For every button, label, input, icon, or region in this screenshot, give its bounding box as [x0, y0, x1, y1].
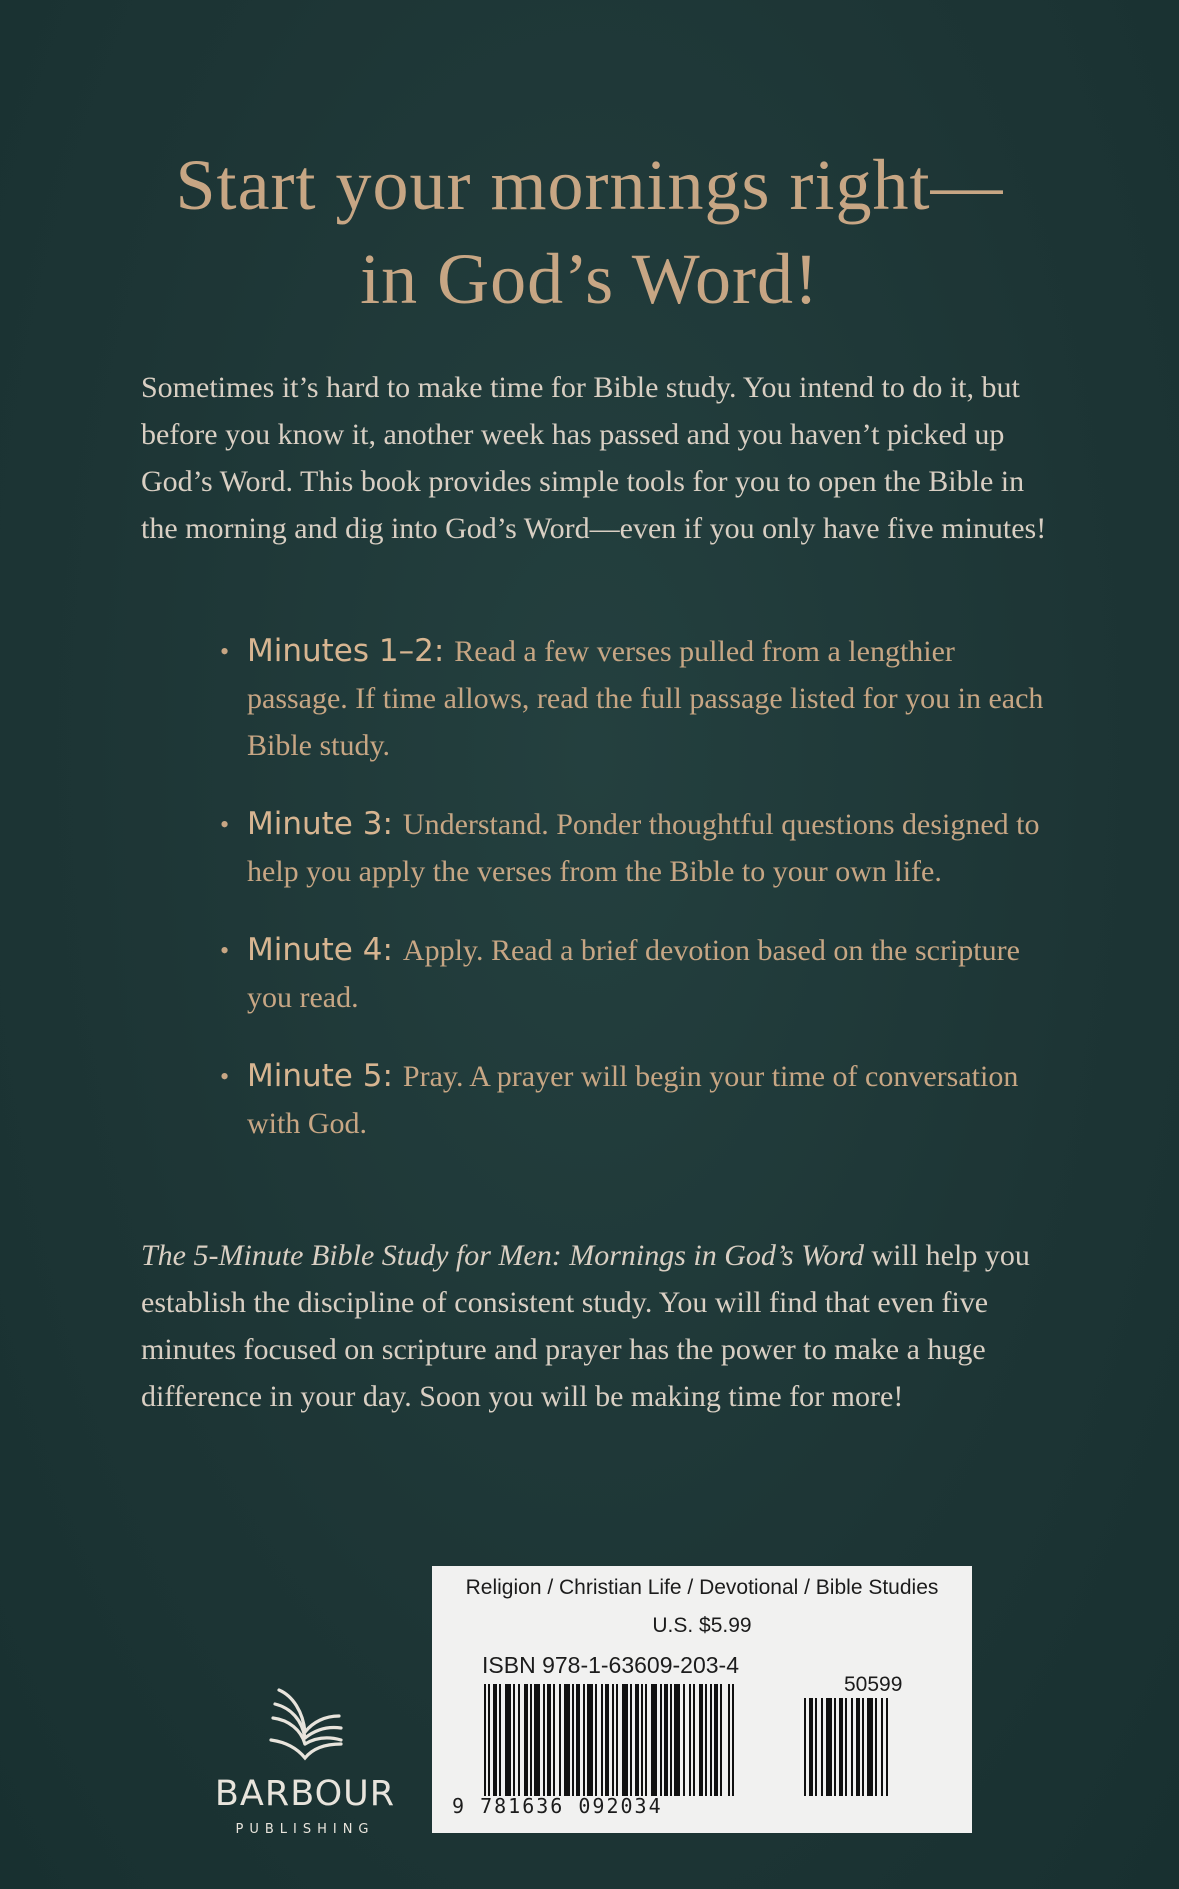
barcode-bar	[867, 1698, 873, 1796]
barcode-bar	[601, 1684, 603, 1796]
intro-paragraph: Sometimes it’s hard to make time for Bible study. You intend to do it, but before you know it, another week has passed and you haven’t picked up God’s Word. This book provides simple tools for you to open the Bible in the morning and dig into God’s Word—even if you only have five minutes!	[141, 371, 1047, 545]
barcode-bar	[660, 1684, 662, 1796]
barcode-bar	[505, 1684, 511, 1796]
barcode-bar	[641, 1684, 643, 1796]
addon-number: 50599	[844, 1673, 903, 1696]
barcode-bar	[714, 1684, 718, 1796]
barcode-bar	[699, 1684, 703, 1796]
bullet-label: Minute 5:	[247, 1058, 393, 1094]
bullet-icon: •	[220, 1062, 230, 1091]
barcode-bar	[543, 1684, 545, 1796]
bullet-text: Apply. Read a brief devotion based on the scripture you read.	[247, 934, 1020, 1014]
publisher-name: BARBOUR	[214, 1774, 396, 1814]
category-text: Religion / Christian Life / Devotional / Bible Studies	[465, 1576, 939, 1599]
barcode-bar	[826, 1698, 832, 1796]
list-item	[220, 628, 1060, 769]
barcode-bar	[612, 1684, 614, 1796]
bullet-label: Minute 4:	[247, 932, 393, 968]
barcode-bar	[689, 1684, 691, 1796]
bullet-text: Understand. Ponder thoughtful questions designed to help you apply the verses from the Bible to your own life.	[247, 808, 1040, 888]
barcode-bar	[821, 1698, 823, 1796]
book-title: The 5-Minute Bible Study for Men: Mornings in God’s Word	[141, 1239, 865, 1272]
barcode-bar	[862, 1698, 864, 1796]
barcode-bar	[809, 1698, 813, 1796]
barcode-bar	[881, 1698, 883, 1796]
headline	[0, 138, 1179, 326]
barcode-bar	[670, 1684, 672, 1796]
barcode-bar	[651, 1684, 657, 1796]
barcode-bar	[513, 1684, 515, 1796]
barcode-bar	[553, 1684, 555, 1796]
barcode-bar	[693, 1684, 695, 1796]
barcode-bar	[572, 1684, 574, 1796]
barcode-bar	[732, 1684, 734, 1796]
barcode-bar	[534, 1684, 540, 1796]
headline-line-2: in God’s Word!	[360, 239, 819, 319]
bullet-label: Minutes 1–2:	[247, 633, 445, 669]
list-item	[220, 927, 1060, 1021]
publisher-logo	[205, 1682, 405, 1842]
isbn-barcode	[484, 1684, 769, 1796]
barcode-digits: 9 781636 092034	[452, 1794, 663, 1818]
barcode-bar	[856, 1698, 860, 1796]
outro-paragraph	[141, 1232, 1051, 1420]
barcode-bar	[664, 1684, 668, 1796]
barcode-bar	[845, 1698, 847, 1796]
barcode-bar	[875, 1698, 877, 1796]
barcode-bar	[605, 1684, 609, 1796]
barcode-bar	[530, 1684, 532, 1796]
barcode-bar	[839, 1698, 843, 1796]
barcode-bar	[595, 1684, 597, 1796]
barcode-bar	[564, 1684, 570, 1796]
barcode-bar	[547, 1684, 551, 1796]
publisher-subtitle: PUBLISHING	[235, 1822, 375, 1837]
barcode-bar	[705, 1684, 707, 1796]
barcode-bar	[710, 1684, 712, 1796]
barcode-bar	[616, 1684, 618, 1796]
barcode-bar	[720, 1684, 722, 1796]
list-item	[220, 801, 1060, 895]
barcode-bar	[493, 1684, 497, 1796]
barcode-bar	[851, 1698, 853, 1796]
barcode-bar	[635, 1684, 639, 1796]
bullet-text: Read a few verses pulled from a lengthier passage. If time allows, read the full passage listed for you in each Bible study.	[247, 635, 1044, 762]
headline-line-1: Start your mornings right—	[175, 145, 1004, 225]
open-book-icon	[265, 1682, 345, 1768]
bullet-icon: •	[220, 936, 230, 965]
bullet-icon: •	[220, 637, 230, 666]
barcode-bar	[488, 1684, 490, 1796]
barcode-bar	[815, 1698, 817, 1796]
barcode-label	[432, 1566, 972, 1833]
barcode-bar	[587, 1684, 593, 1796]
barcode-bar	[683, 1684, 685, 1796]
barcode-bar	[728, 1684, 730, 1796]
barcode-bar	[559, 1684, 561, 1796]
barcode-bar	[518, 1684, 520, 1796]
barcode-bar	[484, 1684, 486, 1796]
barcode-bar	[834, 1698, 836, 1796]
minutes-list	[220, 628, 1060, 1179]
bullet-text: Pray. A prayer will begin your time of conversation with God.	[247, 1060, 1019, 1140]
addon-barcode	[804, 1698, 912, 1796]
barcode-bar	[674, 1684, 680, 1796]
barcode-bar	[524, 1684, 528, 1796]
bullet-icon: •	[220, 810, 230, 839]
barcode-bar	[886, 1698, 888, 1796]
barcode-bar	[622, 1684, 628, 1796]
bullet-label: Minute 3:	[247, 806, 393, 842]
barcode-bar	[804, 1698, 806, 1796]
barcode-bar	[576, 1684, 580, 1796]
barcode-bar	[645, 1684, 647, 1796]
barcode-bar	[583, 1684, 585, 1796]
isbn-text: ISBN 978-1-63609-203-4	[482, 1652, 739, 1678]
list-item	[220, 1053, 1060, 1147]
barcode-bar	[499, 1684, 501, 1796]
barcode-bar	[630, 1684, 632, 1796]
outro-text: will help you establish the discipline of consistent study. You will find that even five minutes focused on scripture and prayer has the power to make a huge difference in your day. Soon you will be making time for more!	[141, 1239, 1030, 1413]
price-text: U.S. $5.99	[652, 1614, 752, 1637]
